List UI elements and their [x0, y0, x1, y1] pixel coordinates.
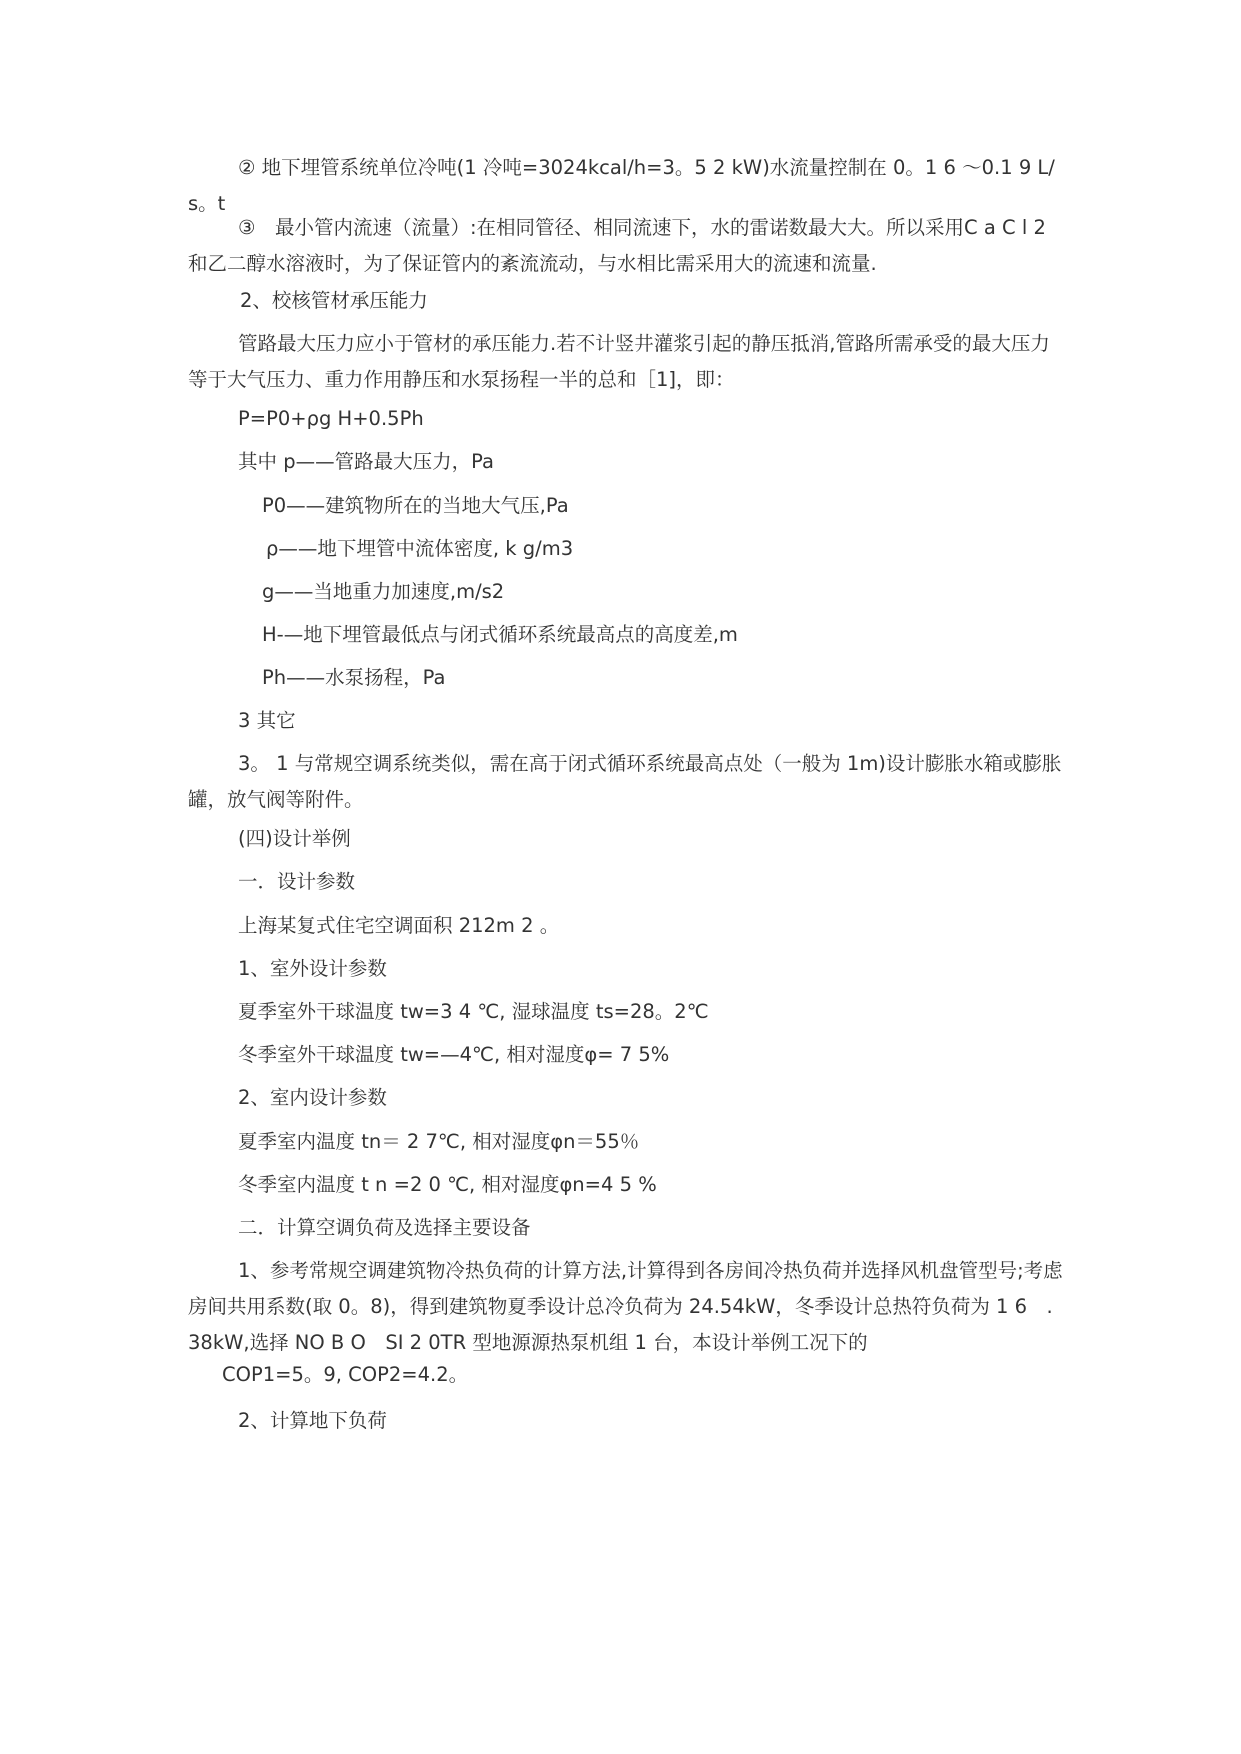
paragraph-summer-indoor: 夏季室内温度 tn＝ 2 7℃, 相对湿度φn＝55％	[238, 1130, 640, 1153]
definition-p0: P0——建筑物所在的当地大气压,Pa	[262, 494, 569, 517]
paragraph-load-result: 1、参考常规空调建筑物冷热负荷的计算方法,计算得到各房间冷热负荷并选择风机盘管型号;考虑房间共用系数(取 0。8)，得到建筑物夏季设计总冷负荷为 24.54kW，冬季设计总热符负荷为 1 6 . 38kW,选择 NO B O SI 2 0TR 型地源源热泵机组 1 台，本设计举例工况下的	[188, 1259, 1063, 1354]
heading-others: 3 其它	[238, 709, 296, 732]
paragraph-area: 上海某复式住宅空调面积 212m 2 。	[238, 914, 560, 937]
heading-design-example: (四)设计举例	[238, 827, 351, 850]
paragraph-min-velocity: ③ 最小管内流速（流量）:在相同管径、相同流速下，水的雷诺数最大大。所以采用C a C l 2 和乙二醇水溶液时，为了保证管内的紊流流动，与水相比需采用大的流速和流量.	[188, 216, 1046, 275]
formula-where: 其中 p——管路最大压力，Pa	[238, 450, 494, 473]
heading-design-params: 一．设计参数	[238, 870, 356, 893]
formula-pressure: P=P0+ρg H+0.5Ph	[238, 407, 424, 430]
definition-g: g——当地重力加速度,m/s2	[262, 580, 505, 603]
paragraph-water-flow: ② 地下埋管系统单位冷吨(1 冷吨=3024kcal/h=3。5 2 kW)水流量控制在 0。1 6 ～0.1 9 L/s。t	[188, 156, 1055, 215]
paragraph-max-pressure: 管路最大压力应小于管材的承压能力.若不计竖井灌浆引起的静压抵消,管路所需承受的最大压力等于大气压力、重力作用静压和水泵扬程一半的总和［1]，即：	[188, 332, 1050, 391]
paragraph-winter-indoor: 冬季室内温度 t n =2 0 ℃, 相对湿度φn=4 5 %	[238, 1173, 657, 1196]
heading-ground-load: 2、计算地下负荷	[238, 1409, 387, 1432]
definition-rho: ρ——地下埋管中流体密度, k g/m3	[266, 537, 574, 560]
heading-outdoor-params: 1、室外设计参数	[238, 957, 387, 980]
definition-h: H-—地下埋管最低点与闭式循环系统最高点的高度差,m	[262, 623, 738, 646]
paragraph-summer-outdoor: 夏季室外干球温度 tw=3 4 ℃, 湿球温度 ts=28。2℃	[238, 1000, 709, 1023]
heading-load-calc: 二．计算空调负荷及选择主要设备	[238, 1216, 531, 1239]
paragraph-cop: COP1=5。9, COP2=4.2。	[222, 1363, 469, 1386]
heading-pressure-check: 2、校核管材承压能力	[240, 289, 428, 312]
paragraph-winter-outdoor: 冬季室外干球温度 tw=—4℃, 相对湿度φ= 7 5%	[238, 1043, 670, 1066]
definition-ph: Ph——水泵扬程，Pa	[262, 666, 446, 689]
paragraph-expansion-tank: 3。 1 与常规空调系统类似，需在高于闭式循环系统最高点处（一般为 1m)设计膨胀水箱或膨胀罐，放气阀等附件。	[188, 752, 1062, 811]
heading-indoor-params: 2、室内设计参数	[238, 1086, 387, 1109]
